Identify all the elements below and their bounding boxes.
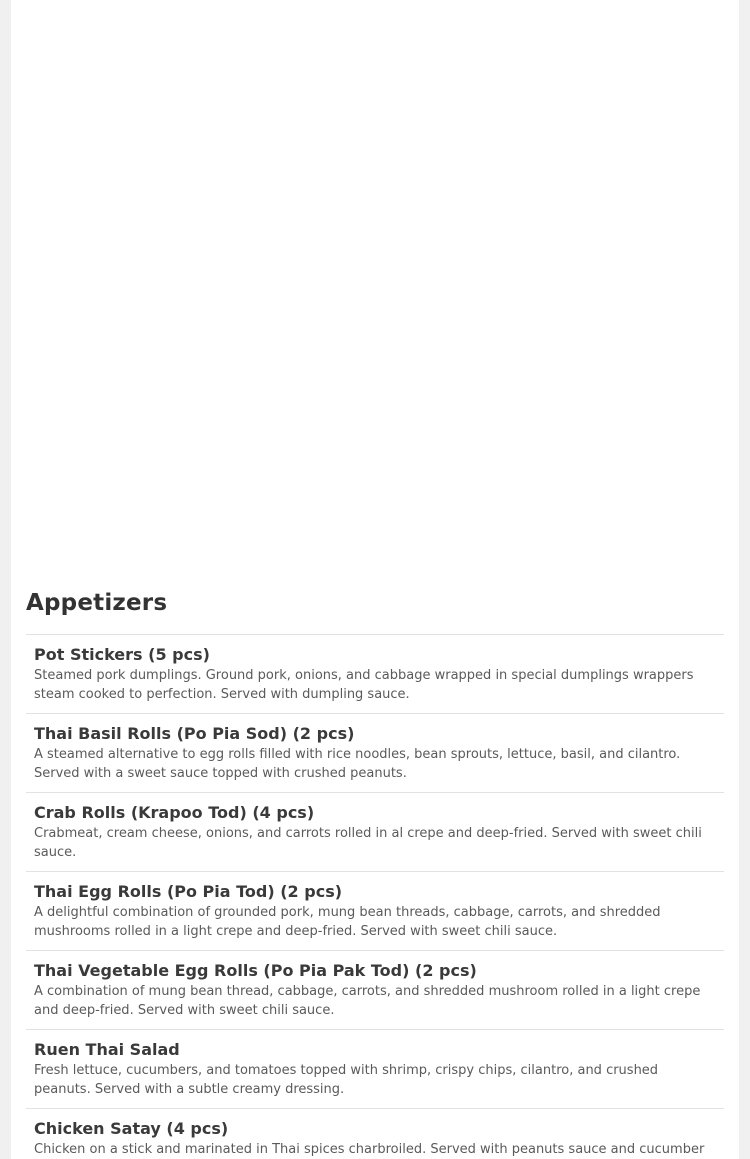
menu-item-name: Crab Rolls (Krapoo Tod) (4 pcs) — [34, 803, 315, 822]
menu-item-thai-vegetable-egg-rolls[interactable] — [26, 951, 724, 1030]
hero-image-area — [11, 0, 739, 580]
menu-item-name: Pot Stickers (5 pcs) — [34, 645, 210, 664]
menu-item-description: Crabmeat, cream cheese, onions, and carrots rolled in al crepe and deep-fried. Served with sweet chili sauce. — [34, 826, 702, 860]
menu-item-description: A combination of mung bean thread, cabbage, carrots, and shredded mushroom rolled in a light crepe and deep-fried. Served with sweet chili sauce. — [34, 984, 701, 1018]
menu-page — [11, 0, 739, 1159]
menu-item-name: Thai Vegetable Egg Rolls (Po Pia Pak Tod) (2 pcs) — [34, 961, 477, 980]
menu-list — [26, 634, 724, 1159]
menu-item-description: A delightful combination of grounded pork, mung bean threads, cabbage, carrots, and shredded mushrooms rolled in a light crepe and deep-fried. Served with sweet chili sauce. — [34, 905, 661, 939]
menu-item-chicken-satay[interactable] — [26, 1109, 724, 1159]
menu-item-name: Thai Basil Rolls (Po Pia Sod) (2 pcs) — [34, 724, 355, 743]
menu-item-ruen-thai-salad[interactable] — [26, 1030, 724, 1109]
menu-item-crab-rolls[interactable] — [26, 793, 724, 872]
menu-item-description: Steamed pork dumplings. Ground pork, onions, and cabbage wrapped in special dumplings wrappers steam cooked to perfection. Served with dumpling sauce. — [34, 668, 694, 702]
menu-item-name: Chicken Satay (4 pcs) — [34, 1119, 229, 1138]
menu-item-name: Thai Egg Rolls (Po Pia Tod) (2 pcs) — [34, 882, 343, 901]
menu-item-description: Chicken on a stick and marinated in Thai spices charbroiled. Served with peanuts sauce and cucumber — [34, 1142, 705, 1157]
menu-item-description: Fresh lettuce, cucumbers, and tomatoes topped with shrimp, crispy chips, cilantro, and crushed peanuts. Served with a subtle creamy dressing. — [34, 1063, 659, 1097]
menu-item-thai-basil-rolls[interactable] — [26, 714, 724, 793]
menu-item-name: Ruen Thai Salad — [34, 1040, 180, 1059]
menu-item-description: A steamed alternative to egg rolls filled with rice noodles, bean sprouts, lettuce, basil, and cilantro. Served with a sweet sauce topped with crushed peanuts. — [34, 747, 681, 781]
menu-item-pot-stickers[interactable] — [26, 635, 724, 714]
section-title: Appetizers — [26, 590, 168, 616]
menu-item-thai-egg-rolls[interactable] — [26, 872, 724, 951]
